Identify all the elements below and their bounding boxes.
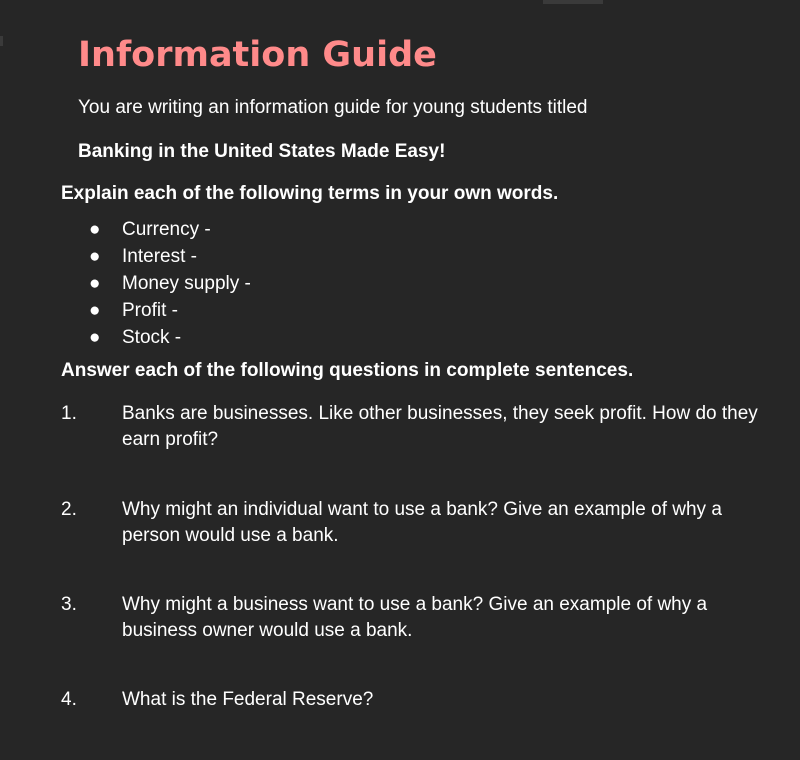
left-edge-marker <box>0 36 3 46</box>
question-text: Why might a business want to use a bank? Give an example of why a business owner would use a bank. <box>122 594 708 641</box>
term-label: Money supply - <box>122 273 251 294</box>
question-number: 3. <box>61 594 77 615</box>
bullet-icon: ● <box>89 300 101 321</box>
top-bar-tab <box>543 0 603 4</box>
terms-instruction: Explain each of the following terms in your own words. <box>61 183 559 204</box>
intro-text: You are writing an information guide for young students titled <box>78 97 588 118</box>
question-text-line-1: Why might an individual want to use a bank? Give an example of why a person would use a bank. <box>122 499 722 546</box>
term-label: Profit - <box>122 300 178 321</box>
question-text[interactable] <box>122 497 782 549</box>
bullet-icon: ● <box>89 273 101 294</box>
question-number: 4. <box>61 689 77 710</box>
document-title: Information Guide <box>78 35 437 75</box>
bullet-icon: ● <box>89 327 101 348</box>
questions-instruction: Answer each of the following questions in complete sentences. <box>61 360 634 381</box>
term-label: Stock - <box>122 327 182 348</box>
term-label: Currency - <box>122 219 211 240</box>
guide-subtitle: Banking in the United States Made Easy! <box>78 141 446 162</box>
question-text: What is the Federal Reserve? <box>122 689 374 710</box>
question-number: 2. <box>61 499 77 520</box>
question-number: 1. <box>61 403 77 424</box>
bullet-icon: ● <box>89 219 101 240</box>
window-top-bar <box>0 0 800 4</box>
bullet-icon: ● <box>89 246 101 267</box>
term-label: Interest - <box>122 246 197 267</box>
question-text: Banks are businesses. Like other businesses, they seek profit. How do they earn profit? <box>122 403 758 450</box>
